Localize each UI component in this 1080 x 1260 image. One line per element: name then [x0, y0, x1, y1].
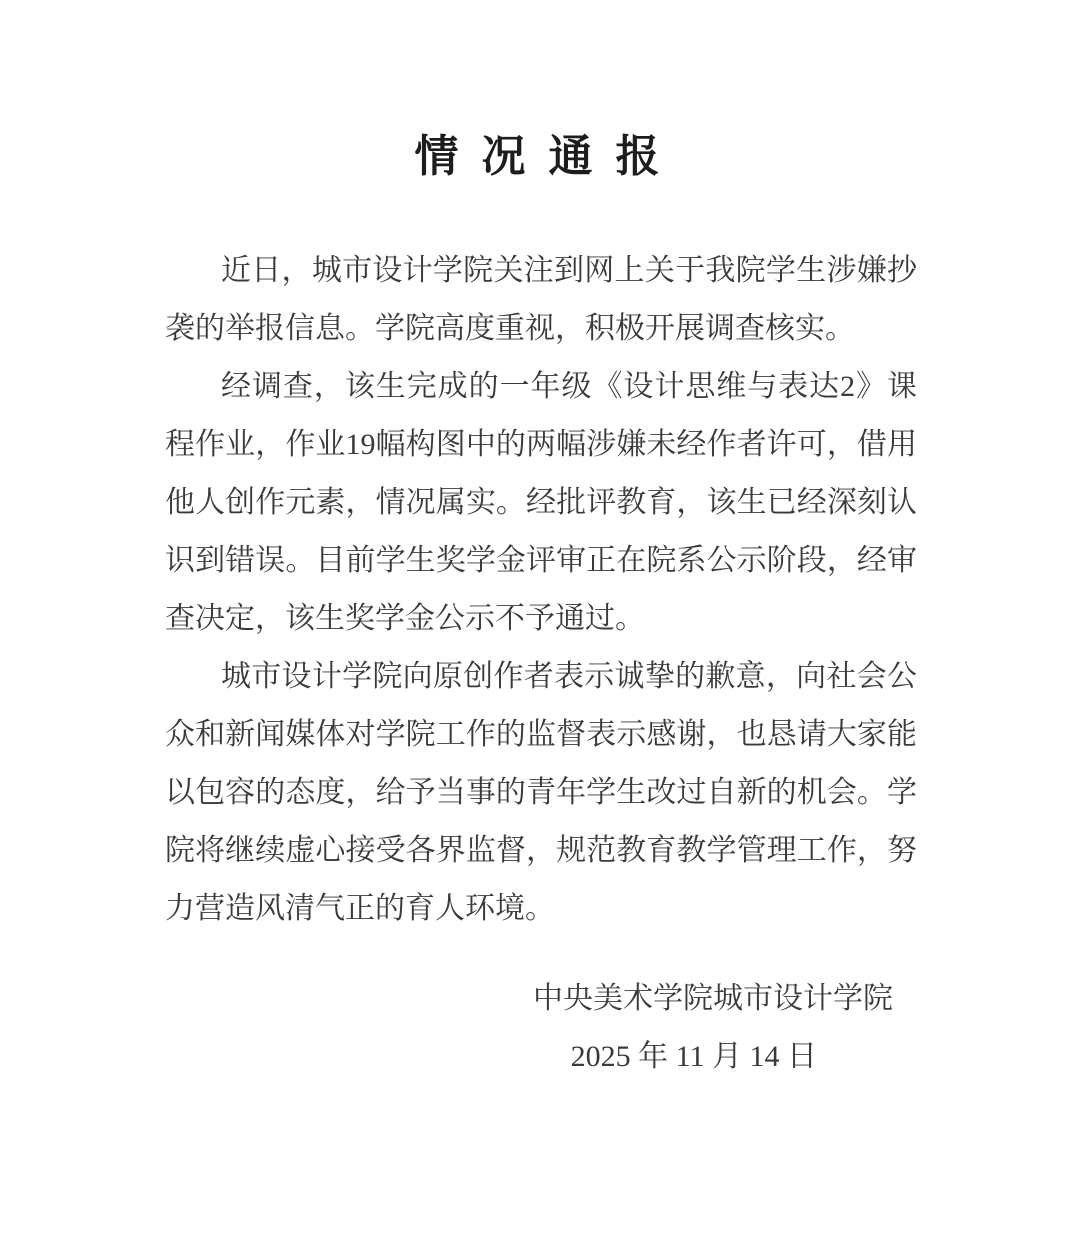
signature-line: 中央美术学院城市设计学院	[533, 982, 893, 1015]
notice-paragraph: 经调查，该生完成的一年级《设计思维与表达2》课程作业，作业19幅构图中的两幅涉嫌未经作者许可，借用他人创作元素，情况属实。经批评教育，该生已经深刻认识到错误。目前学生奖学金评审正在院系公示阶段，经审查决定，该生奖学金公示不予通过。	[165, 370, 917, 635]
signature-block	[0, 970, 1080, 1086]
notice-paragraph: 城市设计学院向原创作者表示诚挚的歉意，向社会公众和新闻媒体对学院工作的监督表示感谢，也恳请大家能以包容的态度，给予当事的青年学生改过自新的机会。学院将继续虚心接受各界监督，规范教育教学管理工作，努力营造风清气正的育人环境。	[165, 660, 917, 925]
notice-title: 情 况 通 报	[414, 132, 666, 181]
date-line: 2025 年 11 月 14 日	[570, 1040, 817, 1073]
notice-body	[165, 242, 917, 938]
notice-paragraph: 近日，城市设计学院关注到网上关于我院学生涉嫌抄袭的举报信息。学院高度重视，积极开展调查核实。	[165, 254, 917, 345]
